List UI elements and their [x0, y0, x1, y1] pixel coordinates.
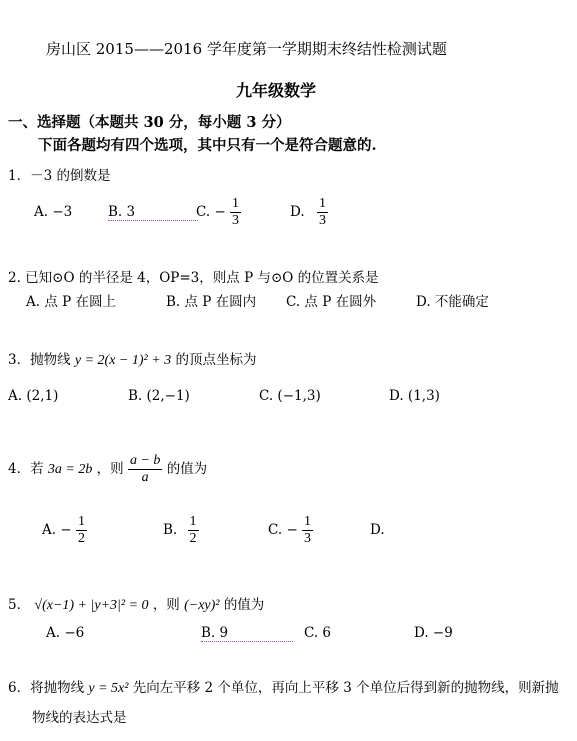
- question-5-stem: [8, 593, 264, 614]
- question-5-option-a: A. −6: [46, 625, 85, 641]
- question-5-option-c: C. 6: [304, 625, 332, 641]
- numerator: 1: [188, 514, 199, 531]
- question-2-option-c: C. 点 P 在圆外: [286, 294, 377, 310]
- question-5-option-d: D. −9: [414, 625, 453, 641]
- denominator: 2: [189, 531, 197, 547]
- stem-text: 的值为: [166, 461, 208, 478]
- stem-text: 6．将抛物线: [8, 680, 85, 696]
- question-4-option-b: [163, 514, 199, 547]
- question-4-option-d: D.: [370, 522, 385, 538]
- option-label: C.: [268, 522, 283, 539]
- fraction: [317, 196, 328, 229]
- stem-text: ，则: [152, 597, 180, 613]
- denominator: 3: [318, 213, 326, 229]
- numerator: 1: [76, 514, 87, 531]
- question-3-option-b: B. (2,−1): [128, 388, 190, 404]
- numerator: a − b: [128, 453, 162, 470]
- fraction: [76, 514, 87, 547]
- question-3-option-d: D. (1,3): [389, 388, 440, 404]
- denominator: 3: [304, 531, 312, 547]
- stem-text: 的值为: [223, 597, 265, 613]
- numerator: 1: [302, 514, 313, 531]
- question-3-stem: [8, 348, 256, 369]
- minus-sign: −: [286, 522, 298, 539]
- question-2-option-d: D. 不能确定: [416, 294, 489, 310]
- minus-sign: −: [214, 204, 226, 221]
- question-2-option-a: A. 点 P 在圆上: [26, 294, 116, 310]
- section-heading: 一、选择题（本题共 30 分，每小题 3 分）: [8, 114, 291, 131]
- exam-subject: 九年级数学: [236, 81, 317, 100]
- question-1-option-b: [108, 204, 198, 221]
- question-4-stem: [8, 453, 207, 486]
- stem-text: 3．抛物线: [8, 352, 71, 368]
- minus-sign: −: [60, 522, 72, 539]
- question-5-option-b: [201, 625, 293, 642]
- option-label: C.: [196, 204, 211, 221]
- question-1-option-d: [290, 196, 328, 229]
- question-1-stem: 1．－3 的倒数是: [8, 168, 111, 184]
- option-label: A.: [42, 522, 57, 539]
- stem-text: 的顶点坐标为: [175, 352, 257, 368]
- question-1-option-a: A. −3: [34, 204, 73, 220]
- stem-text: 4．若: [8, 461, 44, 478]
- fraction: [302, 514, 313, 547]
- section-instruction: 下面各题均有四个选项，其中只有一个是符合题意的.: [38, 137, 377, 154]
- stem-text: 5．: [8, 597, 31, 613]
- question-6-stem-line2: 物线的表达式是: [32, 710, 127, 726]
- option-b-text: B. 9: [201, 625, 293, 642]
- question-4-option-c: [268, 514, 313, 547]
- formula: √(x−1) + |y+3|² = 0: [34, 598, 149, 613]
- question-2-stem: 2. 已知⊙O 的半径是 4，OP=3，则点 P 与⊙O 的位置关系是: [8, 270, 379, 286]
- fraction: [230, 196, 241, 229]
- question-3-option-a: A. (2,1): [8, 388, 59, 404]
- exam-title: 房山区 2015——2016 学年度第一学期期末终结性检测试题: [46, 40, 447, 58]
- formula: 3a = 2b: [47, 462, 93, 478]
- question-2-option-b: B. 点 P 在圆内: [166, 294, 257, 310]
- formula: y = 2(x − 1)² + 3: [74, 353, 172, 368]
- denominator: 2: [77, 531, 85, 547]
- formula: (−xy)²: [184, 598, 220, 613]
- fraction: [188, 514, 199, 547]
- option-label: D.: [290, 204, 305, 221]
- question-6-stem: [8, 676, 559, 697]
- fraction: [128, 453, 162, 486]
- denominator: 3: [232, 213, 240, 229]
- formula: y = 5x²: [88, 681, 129, 696]
- question-1-option-c: [196, 196, 241, 229]
- stem-text: 先向左平移 2 个单位，再向上平移 3 个单位后得到新的抛物线，则新抛: [132, 680, 559, 696]
- option-label: B.: [163, 522, 178, 539]
- stem-text: ，则: [96, 461, 124, 478]
- numerator: 1: [317, 196, 328, 213]
- option-b-text: B. 3: [108, 204, 198, 221]
- question-3-option-c: C. (−1,3): [259, 388, 321, 404]
- numerator: 1: [230, 196, 241, 213]
- question-4-option-a: [42, 514, 87, 547]
- denominator: a: [141, 470, 149, 486]
